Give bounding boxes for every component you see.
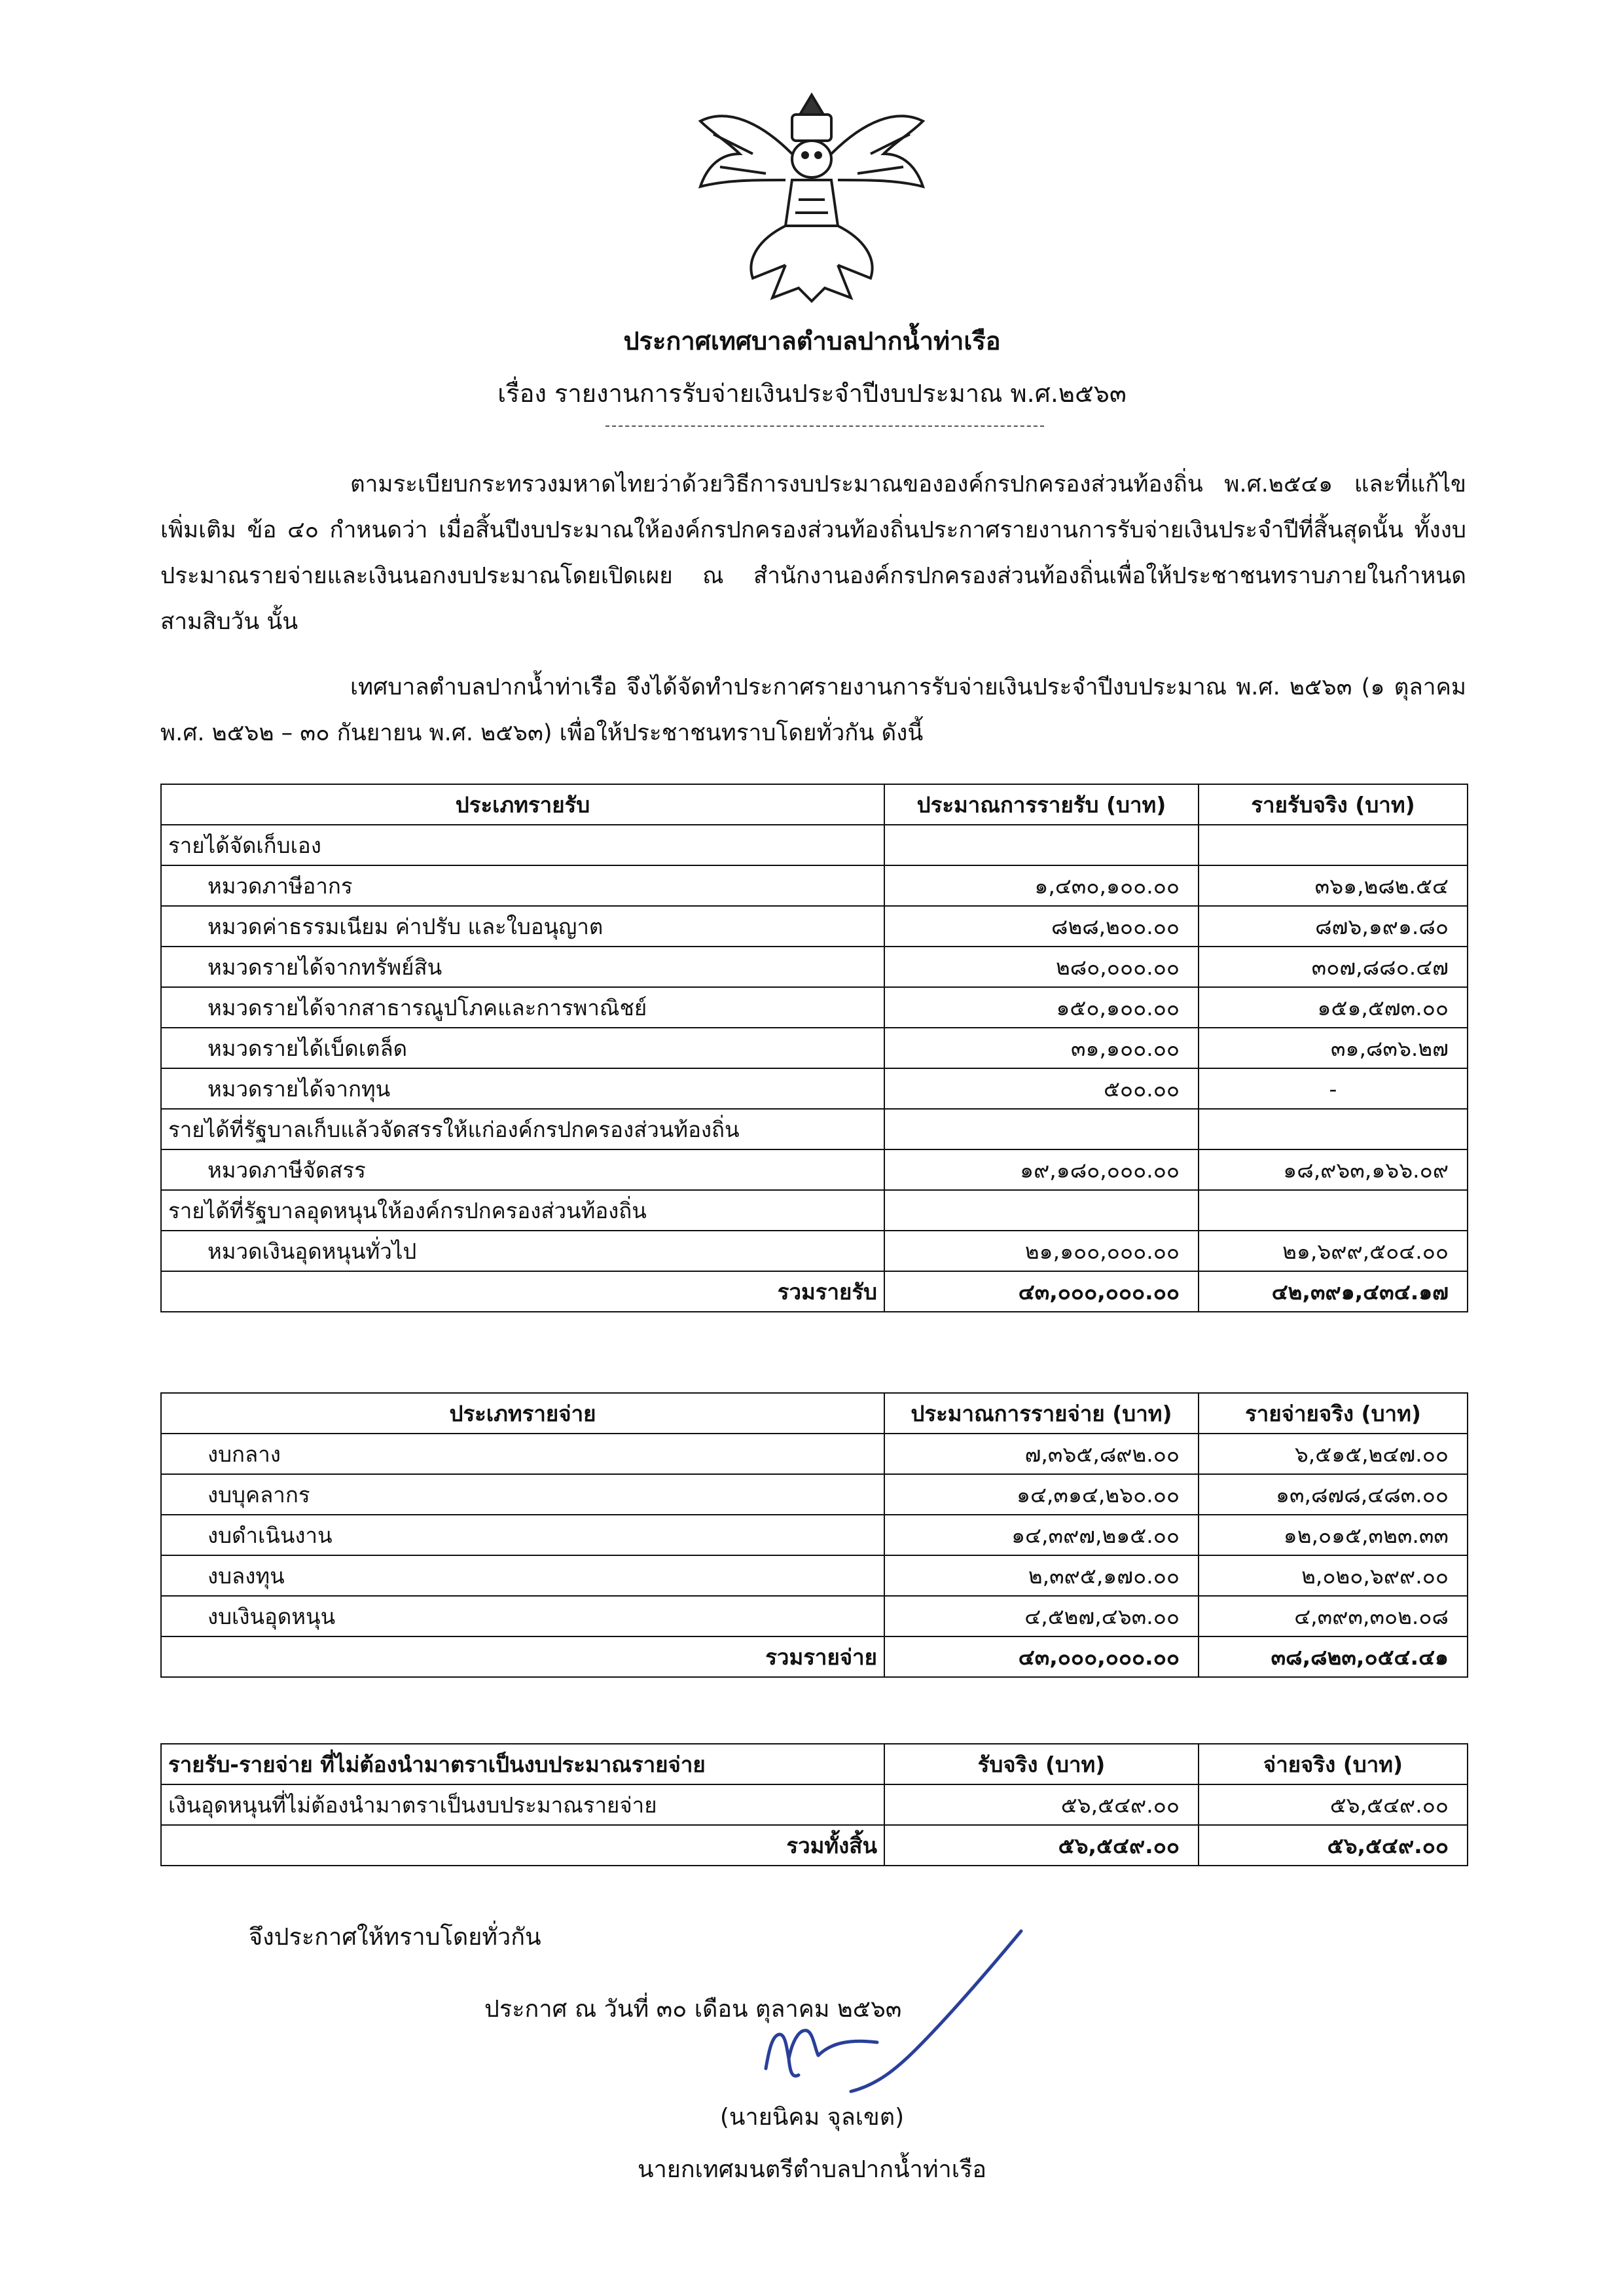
expense-actual-cell: ๑๓,๘๗๘,๔๘๓.๐๐ [1199, 1474, 1468, 1515]
offbudget-header-received: รับจริง (บาท) [884, 1744, 1199, 1784]
income-row [161, 1109, 1468, 1149]
income-estimate-cell: ๒๘๐,๐๐๐.๐๐ [884, 947, 1199, 987]
income-category-label: หมวดรายได้จากสาธารณูปโภคและการพาณิชย์ [161, 987, 884, 1028]
income-header-actual: รายรับจริง (บาท) [1199, 784, 1468, 825]
income-header-row [161, 784, 1468, 825]
signer-title: นายกเทศมนตรีตำบลปากน้ำท่าเรือ [637, 2156, 987, 2183]
income-row [161, 987, 1468, 1028]
expense-header-estimate: ประมาณการรายจ่าย (บาท) [884, 1393, 1199, 1434]
income-group-label: รายได้ที่รัฐบาลอุดหนุนให้องค์กรปกครองส่วนท้องถิ่น [161, 1190, 884, 1231]
income-group-label: รายได้จัดเก็บเอง [161, 825, 884, 865]
income-total-actual: ๔๒,๓๙๑,๔๓๔.๑๗ [1199, 1271, 1468, 1312]
expense-actual-cell: ๒,๐๒๐,๖๙๙.๐๐ [1199, 1555, 1468, 1596]
closing-statement: จึงประกาศให้ทราบโดยทั่วกัน [249, 1924, 541, 1951]
income-estimate-cell [884, 1190, 1199, 1231]
income-actual-cell [1199, 1109, 1468, 1149]
signer-name: (นายนิคม จุลเขต) [719, 2104, 905, 2131]
offbudget-header-type: รายรับ-รายจ่าย ที่ไม่ต้องนำมาตราเป็นงบประมาณรายจ่าย [161, 1744, 884, 1784]
income-row [161, 825, 1468, 865]
expense-table [160, 1392, 1468, 1678]
income-total-label: รวมรายรับ [161, 1271, 884, 1312]
expense-header-actual: รายจ่ายจริง (บาท) [1199, 1393, 1468, 1434]
offbudget-row [161, 1784, 1468, 1825]
income-category-label: หมวดเงินอุดหนุนทั่วไป [161, 1231, 884, 1271]
paragraph-1-text: ตามระเบียบกระทรวงมหาดไทยว่าด้วยวิธีการงบประมาณขององค์กรปกครองส่วนท้องถิ่น พ.ศ.๒๕๔๑ และที่แก้ไขเพิ่มเติม ข้อ ๔๐ กำหนดว่า เมื่อสิ้นปีงบประมาณให้องค์กรปกครองส่วนท้องถิ่นประกาศรายงานการรับจ่ายเงินประจำปีที่สิ้นสุดนั้น ทั้งงบประมาณรายจ่ายและเงินนอกงบประมาณโดยเปิดเผย ณ สำนักงานองค์กรปกครองส่วนท้องถิ่นเพื่อให้ประชาชนทราบภายในกำหนดสามสิบวัน นั้น [160, 471, 1466, 635]
income-row [161, 906, 1468, 947]
income-category-label: หมวดรายได้จากทรัพย์สิน [161, 947, 884, 987]
expense-total-row [161, 1636, 1468, 1677]
expense-category-label: งบกลาง [161, 1434, 884, 1474]
income-actual-cell: ๓๐๗,๘๘๐.๔๗ [1199, 947, 1468, 987]
income-actual-cell: - [1199, 1068, 1468, 1109]
income-row [161, 1068, 1468, 1109]
offbudget-total-received: ๕๖,๕๔๙.๐๐ [884, 1825, 1199, 1866]
income-row [161, 1190, 1468, 1231]
expense-actual-cell: ๔,๓๙๓,๓๐๒.๐๘ [1199, 1596, 1468, 1636]
announcement-title: ประกาศเทศบาลตำบลปากน้ำท่าเรือ [623, 327, 1001, 355]
expense-row [161, 1434, 1468, 1474]
expense-category-label: งบดำเนินงาน [161, 1515, 884, 1555]
offbudget-row-received: ๕๖,๕๔๙.๐๐ [884, 1784, 1199, 1825]
expense-estimate-cell: ๔,๕๒๗,๔๖๓.๐๐ [884, 1596, 1199, 1636]
expense-row [161, 1515, 1468, 1555]
expense-estimate-cell: ๗,๓๖๕,๘๙๒.๐๐ [884, 1434, 1199, 1474]
income-estimate-cell: ๑๕๐,๑๐๐.๐๐ [884, 987, 1199, 1028]
income-category-label: หมวดรายได้เบ็ดเตล็ด [161, 1028, 884, 1068]
income-estimate-cell: ๘๒๘,๒๐๐.๐๐ [884, 906, 1199, 947]
income-actual-cell [1199, 1190, 1468, 1231]
offbudget-header-paid: จ่ายจริง (บาท) [1199, 1744, 1468, 1784]
expense-header-row [161, 1393, 1468, 1434]
income-estimate-cell: ๒๑,๑๐๐,๐๐๐.๐๐ [884, 1231, 1199, 1271]
offbudget-table [160, 1743, 1468, 1866]
income-total-estimate: ๔๓,๐๐๐,๐๐๐.๐๐ [884, 1271, 1199, 1312]
title-divider [605, 425, 1044, 427]
offbudget-total-row [161, 1825, 1468, 1866]
income-actual-cell [1199, 825, 1468, 865]
expense-category-label: งบเงินอุดหนุน [161, 1596, 884, 1636]
income-header-type: ประเภทรายรับ [161, 784, 884, 825]
income-total-row [161, 1271, 1468, 1312]
income-actual-cell: ๓๑,๘๓๖.๒๗ [1199, 1028, 1468, 1068]
income-estimate-cell [884, 1109, 1199, 1149]
expense-row [161, 1474, 1468, 1515]
income-actual-cell: ๒๑,๖๙๙,๕๐๔.๐๐ [1199, 1231, 1468, 1271]
income-header-estimate: ประมาณการรายรับ (บาท) [884, 784, 1199, 825]
income-estimate-cell: ๕๐๐.๐๐ [884, 1068, 1199, 1109]
announcement-subject: เรื่อง รายงานการรับจ่ายเงินประจำปีงบประมาณ พ.ศ.๒๕๖๓ [497, 379, 1127, 408]
income-table [160, 784, 1468, 1312]
expense-total-actual: ๓๘,๘๒๓,๐๕๔.๔๑ [1199, 1636, 1468, 1677]
income-actual-cell: ๓๖๑,๒๘๒.๕๔ [1199, 865, 1468, 906]
expense-actual-cell: ๖,๕๑๕,๒๔๗.๐๐ [1199, 1434, 1468, 1474]
income-row [161, 1028, 1468, 1068]
expense-estimate-cell: ๒,๓๙๕,๑๗๐.๐๐ [884, 1555, 1199, 1596]
income-row [161, 865, 1468, 906]
expense-category-label: งบบุคลากร [161, 1474, 884, 1515]
expense-row [161, 1555, 1468, 1596]
body-paragraph-1 [160, 461, 1466, 645]
offbudget-total-paid: ๕๖,๕๔๙.๐๐ [1199, 1825, 1468, 1866]
offbudget-row-label: เงินอุดหนุนที่ไม่ต้องนำมาตราเป็นงบประมาณรายจ่าย [161, 1784, 884, 1825]
income-actual-cell: ๑๕๑,๕๗๓.๐๐ [1199, 987, 1468, 1028]
expense-estimate-cell: ๑๔,๓๙๗,๒๑๕.๐๐ [884, 1515, 1199, 1555]
expense-estimate-cell: ๑๔,๓๑๔,๒๖๐.๐๐ [884, 1474, 1199, 1515]
income-estimate-cell [884, 825, 1199, 865]
signature-icon [753, 1918, 1028, 2108]
body-paragraph-2 [160, 664, 1466, 756]
expense-total-label: รวมรายจ่าย [161, 1636, 884, 1677]
declaration-date: ประกาศ ณ วันที่ ๓๐ เดือน ตุลาคม ๒๕๖๓ [484, 1996, 902, 2023]
income-category-label: หมวดภาษีจัดสรร [161, 1149, 884, 1190]
income-category-label: หมวดภาษีอากร [161, 865, 884, 906]
income-category-label: หมวดรายได้จากทุน [161, 1068, 884, 1109]
income-estimate-cell: ๑๙,๑๘๐,๐๐๐.๐๐ [884, 1149, 1199, 1190]
offbudget-total-label: รวมทั้งสิ้น [161, 1825, 884, 1866]
expense-header-type: ประเภทรายจ่าย [161, 1393, 884, 1434]
expense-total-estimate: ๔๓,๐๐๐,๐๐๐.๐๐ [884, 1636, 1199, 1677]
income-actual-cell: ๘๗๖,๑๙๑.๘๐ [1199, 906, 1468, 947]
offbudget-row-paid: ๕๖,๕๔๙.๐๐ [1199, 1784, 1468, 1825]
income-category-label: หมวดค่าธรรมเนียม ค่าปรับ และใบอนุญาต [161, 906, 884, 947]
income-actual-cell: ๑๘,๙๖๓,๑๖๖.๐๙ [1199, 1149, 1468, 1190]
expense-actual-cell: ๑๒,๐๑๕,๓๒๓.๓๓ [1199, 1515, 1468, 1555]
income-row [161, 1231, 1468, 1271]
expense-row [161, 1596, 1468, 1636]
garuda-emblem-icon [687, 82, 936, 304]
income-row [161, 1149, 1468, 1190]
paragraph-2-text: เทศบาลตำบลปากน้ำท่าเรือ จึงได้จัดทำประกาศรายงานการรับจ่ายเงินประจำปีงบประมาณ พ.ศ. ๒๕๖๓ (๑ ตุลาคม พ.ศ. ๒๕๖๒ – ๓๐ กันยายน พ.ศ. ๒๕๖๓) เพื่อให้ประชาชนทราบโดยทั่วกัน ดังนี้ [160, 674, 1466, 746]
offbudget-header-row [161, 1744, 1468, 1784]
income-estimate-cell: ๑,๔๓๐,๑๐๐.๐๐ [884, 865, 1199, 906]
income-estimate-cell: ๓๑,๑๐๐.๐๐ [884, 1028, 1199, 1068]
income-group-label: รายได้ที่รัฐบาลเก็บแล้วจัดสรรให้แก่องค์กรปกครองส่วนท้องถิ่น [161, 1109, 884, 1149]
income-row [161, 947, 1468, 987]
expense-category-label: งบลงทุน [161, 1555, 884, 1596]
